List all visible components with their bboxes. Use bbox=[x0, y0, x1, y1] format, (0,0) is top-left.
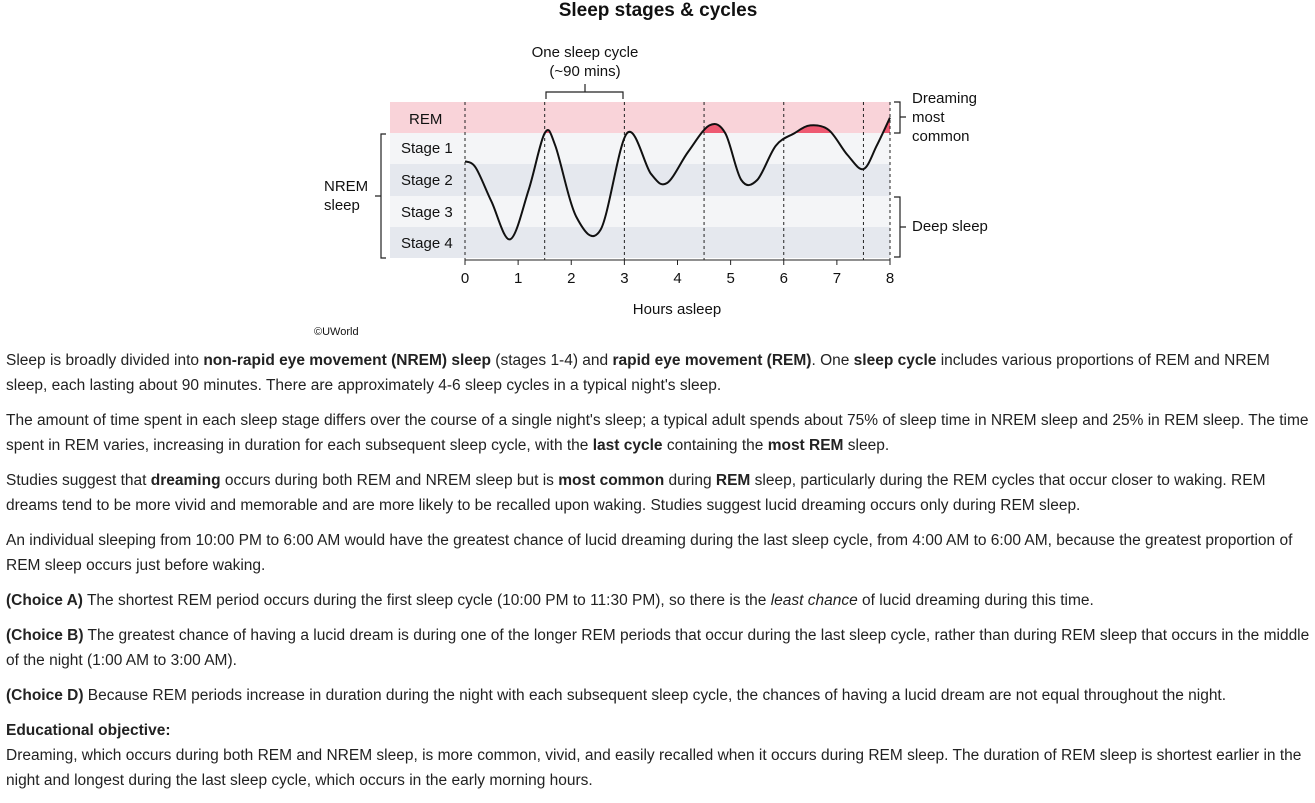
deep-sleep-bracket bbox=[894, 197, 906, 257]
dreaming-label-line3: common bbox=[912, 128, 970, 145]
explanation-text bbox=[6, 348, 1311, 803]
x-tick-label: 0 bbox=[460, 270, 470, 287]
stage-label-3: Stage 3 bbox=[401, 204, 453, 221]
cycle-bracket bbox=[546, 84, 623, 99]
choice-b-explanation: (Choice B) The greatest chance of having a lucid dream is during one of the longer REM periods that occur during the last sleep cycle, rather than during REM sleep that occurs in the middle of the night (1:00 AM to 3:00 AM). bbox=[6, 627, 1310, 669]
copyright: ©UWorld bbox=[314, 326, 359, 338]
choice-a-explanation: (Choice A) The shortest REM period occurs during the first sleep cycle (10:00 PM to 11:30 PM), so there is the least chance of lucid dreaming during this time. bbox=[6, 592, 1094, 609]
objective-heading: Educational objective: bbox=[6, 722, 171, 739]
x-axis-label: Hours asleep bbox=[632, 301, 722, 318]
paragraph-stages: Sleep is broadly divided into non-rapid eye movement (NREM) sleep (stages 1-4) and rapid eye movement (REM). One sleep cycle includes various proportions of REM and NREM sleep, each lasting about 90 minutes. There are approximately 4-6 sleep cycles in a typical night's sleep. bbox=[6, 352, 1270, 394]
x-tick-label: 1 bbox=[513, 270, 523, 287]
stage-label-rem: REM bbox=[409, 111, 443, 128]
dreaming-label-line2: most bbox=[912, 109, 945, 126]
deep-sleep-label: Deep sleep bbox=[912, 218, 988, 235]
chart-title: Sleep stages & cycles bbox=[558, 0, 758, 21]
x-ticks bbox=[461, 260, 894, 287]
nrem-bracket bbox=[375, 134, 386, 258]
dreaming-bracket bbox=[894, 102, 906, 133]
stage-label-1: Stage 1 bbox=[401, 140, 453, 157]
paragraph-dreaming: Studies suggest that dreaming occurs during both REM and NREM sleep but is most common during REM sleep, particularly during the REM cycles that occur closer to waking. REM dreams tend to be more vivid and memorable and are more likely to be recalled upon waking. Studies suggest lucid dreaming occurs only during REM sleep. bbox=[6, 472, 1266, 514]
x-tick-label: 3 bbox=[620, 270, 629, 287]
cycle-label-line2: (~90 mins) bbox=[549, 63, 621, 80]
nrem-label-line2: sleep bbox=[324, 197, 360, 214]
paragraph-answer: An individual sleeping from 10:00 PM to 6:00 AM would have the greatest chance of lucid dreaming during the last sleep cycle, from 4:00 AM to 6:00 AM, because the greatest proportion of REM sleep occurs just before waking. bbox=[6, 532, 1293, 574]
x-tick-label: 4 bbox=[673, 270, 682, 287]
nrem-label-line1: NREM bbox=[324, 178, 369, 195]
dreaming-label-line1: Dreaming bbox=[912, 90, 978, 107]
x-tick-label: 8 bbox=[885, 270, 895, 287]
paragraph-time-in-stage: The amount of time spent in each sleep stage differs over the course of a single night's sleep; a typical adult spends about 75% of sleep time in NREM sleep and 25% in REM sleep. The time spent in REM varies, increasing in duration for each subsequent sleep cycle, with the last cycle containing the most REM sleep. bbox=[6, 412, 1309, 454]
stage-label-2: Stage 2 bbox=[401, 172, 453, 189]
x-tick-label: 5 bbox=[726, 270, 735, 287]
sleep-chart bbox=[0, 0, 1315, 345]
choice-d-explanation: (Choice D) Because REM periods increase in duration during the night with each subsequent sleep cycle, the chances of having a lucid dream are not equal throughout the night. bbox=[6, 687, 1227, 704]
x-tick-label: 2 bbox=[567, 270, 576, 287]
x-tick-label: 6 bbox=[779, 270, 788, 287]
cycle-label-line1: One sleep cycle bbox=[531, 44, 639, 61]
x-tick-label: 7 bbox=[832, 270, 842, 287]
objective-text: Dreaming, which occurs during both REM and NREM sleep, is more common, vivid, and easily recalled when it occurs during REM sleep. The duration of REM sleep is shortest earlier in the night and longest during the last sleep cycle, which occurs in the early morning hours. bbox=[6, 747, 1302, 789]
stage-label-4: Stage 4 bbox=[401, 235, 453, 252]
